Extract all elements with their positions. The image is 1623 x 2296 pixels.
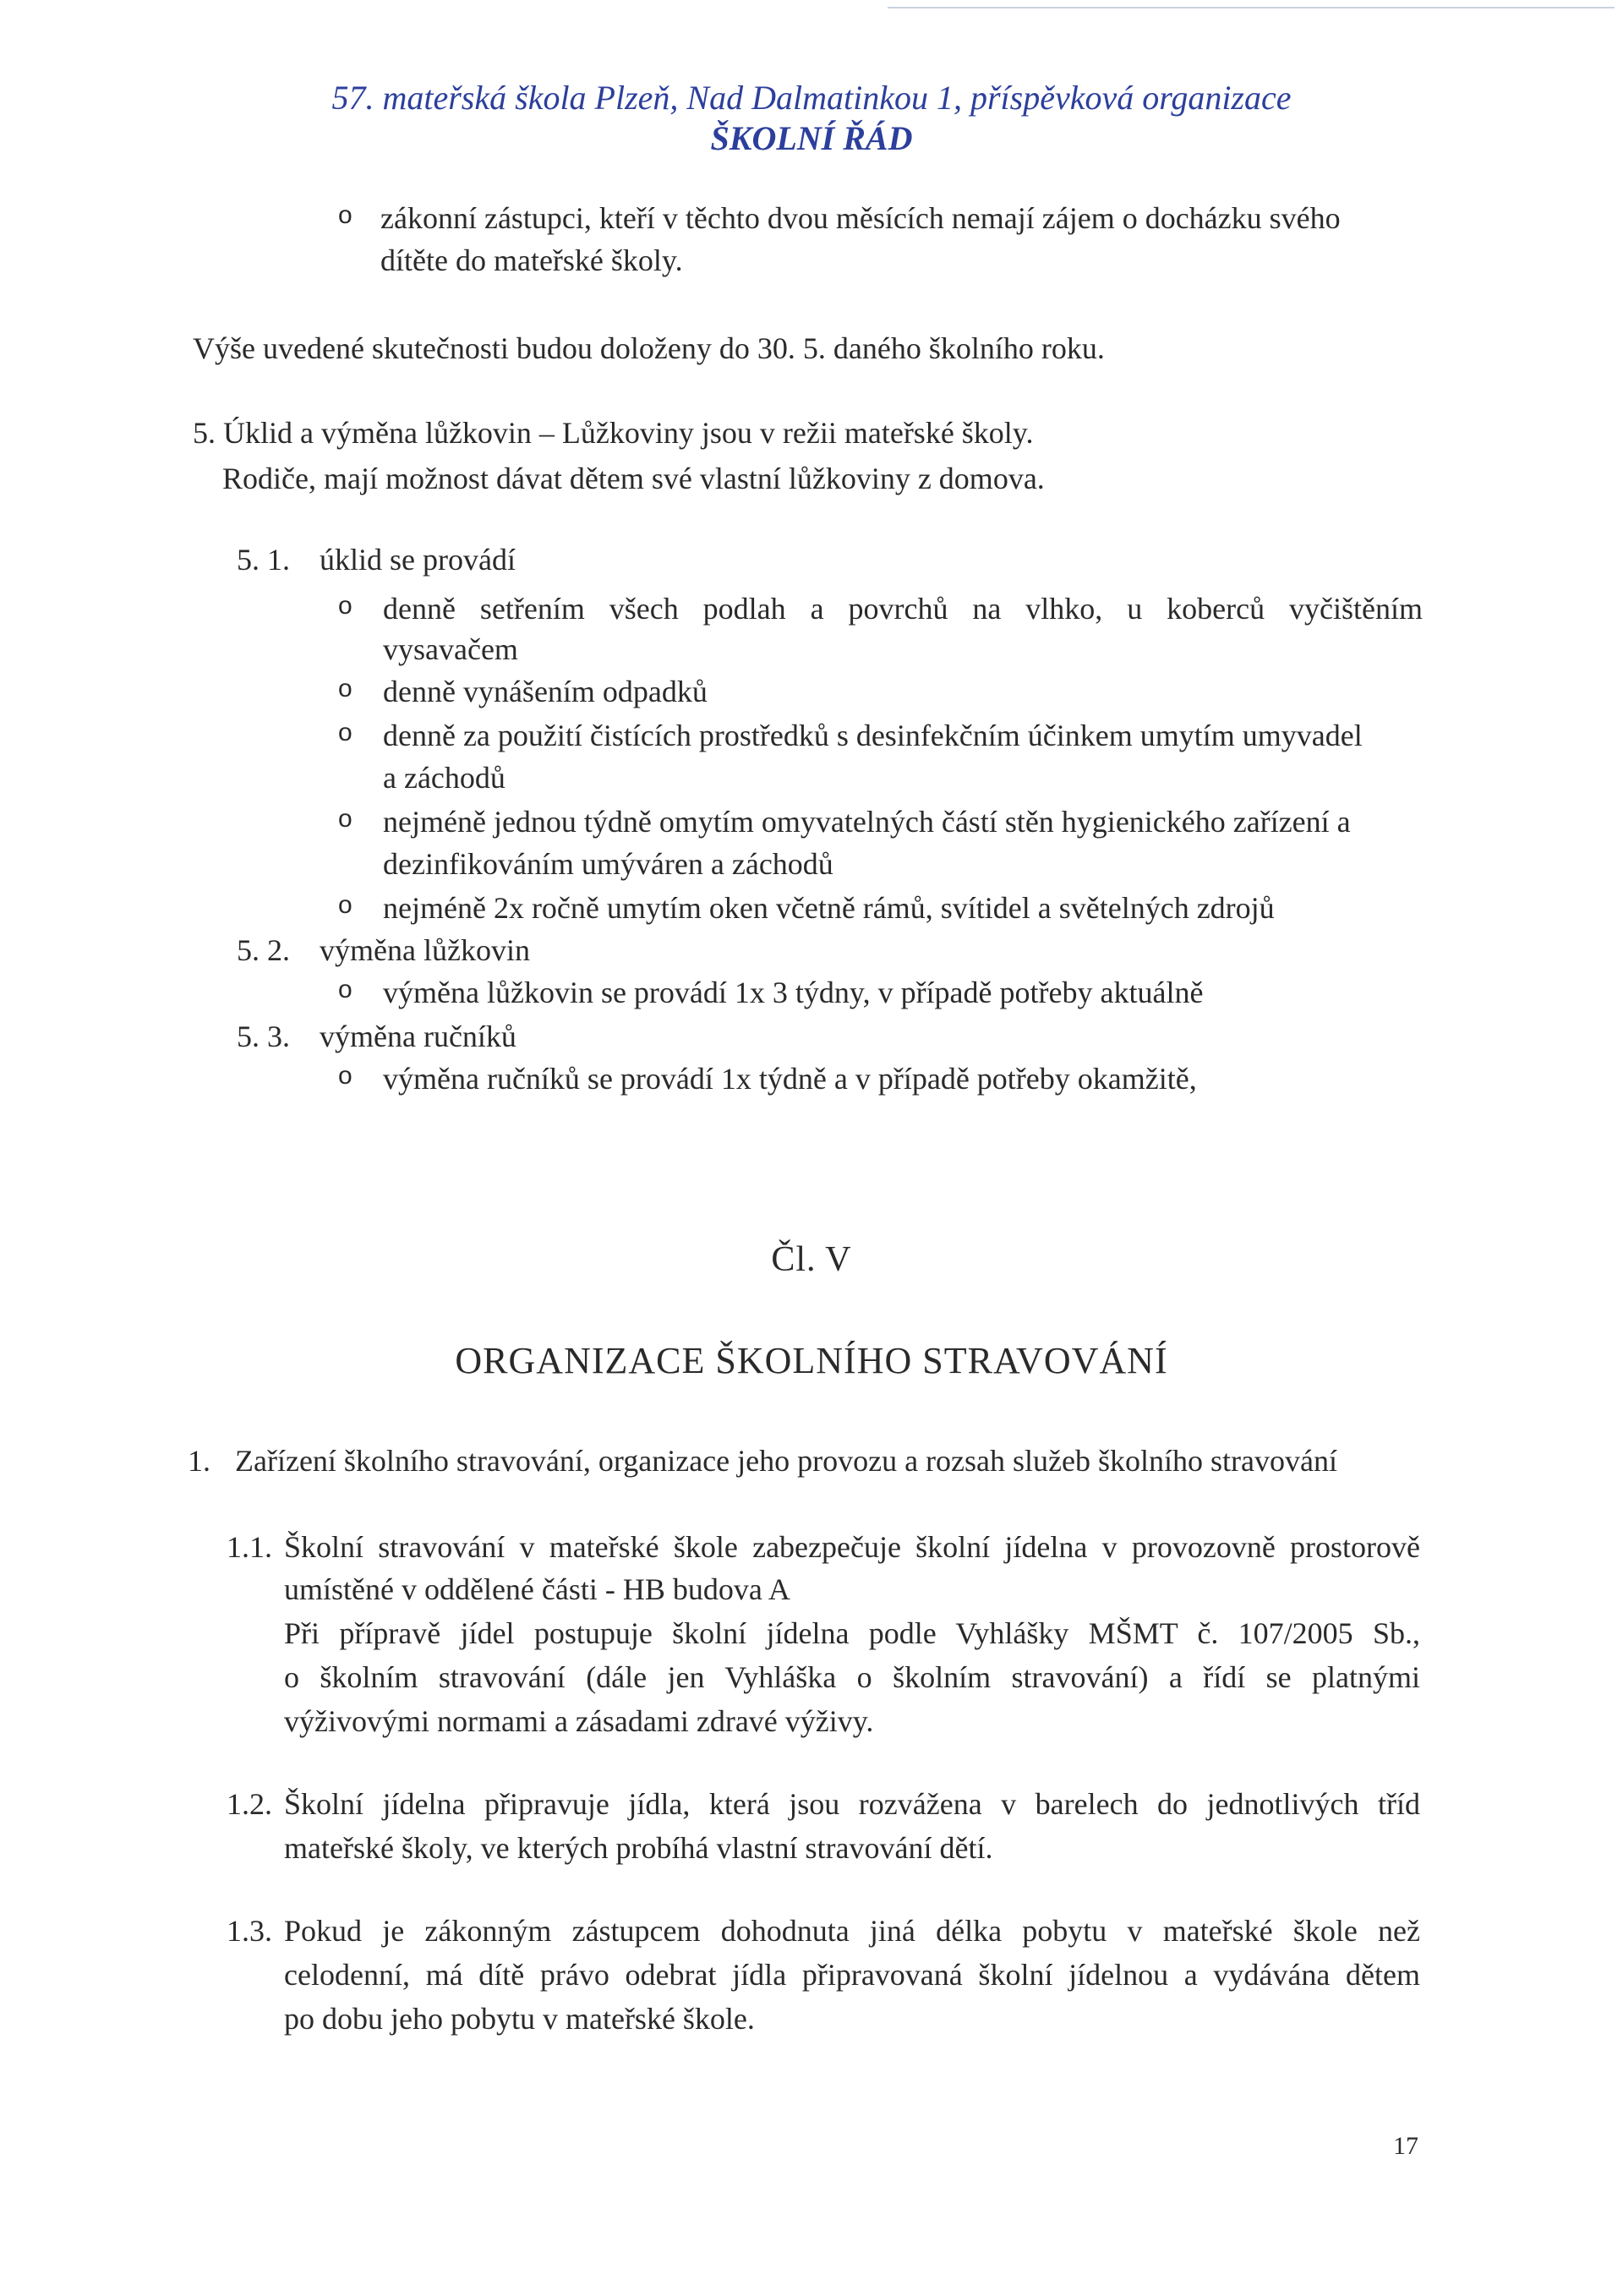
section-5-2-title: výměna lůžkovin [320, 933, 530, 967]
paragraph-line: Pokud je zákonným zástupcem dohodnuta jiná délka pobytu v mateřské škole než [284, 1914, 1420, 1948]
paragraph-line: výživovými normami a zásadami zdravé výživy. [284, 1704, 874, 1738]
section-5-subline: Rodiče, mají možnost dávat dětem své vlastní lůžkoviny z domova. [222, 462, 1045, 495]
bullet-icon: o [338, 976, 352, 1003]
towels-item: výměna ručníků se provádí 1x týdně a v případě potřeby okamžitě, [383, 1062, 1197, 1096]
cleaning-item-line: denně za použití čistících prostředků s desinfekčním účinkem umytím umyvadel [383, 719, 1363, 752]
article-title: ORGANIZACE ŠKOLNÍHO STRAVOVÁNÍ [455, 1340, 1168, 1381]
paragraph-line: mateřské školy, ve kterých probíhá vlastní stravování dětí. [284, 1831, 993, 1865]
intro-bullet-line-1: zákonní zástupci, kteří v těchto dvou měsících nemají zájem o docházku svého [380, 201, 1341, 235]
bullet-icon: o [338, 1062, 352, 1090]
bullet-icon: o [338, 201, 352, 229]
paragraph-line: celodenní, má dítě právo odebrat jídla připravovaná školní jídelnou a vydávána dětem [284, 1958, 1420, 1992]
paragraph-line: umístěné v oddělené části - HB budova A [284, 1572, 790, 1606]
intro-bullet-line-2: dítěte do mateřské školy. [380, 243, 683, 277]
point-1-text: Zařízení školního stravování, organizace jeho provozu a rozsah služeb školního stravování [235, 1444, 1337, 1478]
bedding-item: výměna lůžkovin se provádí 1x 3 týdny, v případě potřeby aktuálně [383, 976, 1204, 1009]
paragraph-line: o školním stravování (dále jen Vyhláška o školním stravování) a řídí se platnými [284, 1660, 1420, 1694]
point-1-2-number: 1.2. [227, 1787, 272, 1821]
section-5-1-number: 5. 1. [237, 543, 290, 577]
section-5-3-title: výměna ručníků [320, 1020, 516, 1053]
bullet-icon: o [338, 891, 352, 919]
point-1-1-number: 1.1. [227, 1530, 272, 1564]
page-number: 17 [1393, 2132, 1418, 2160]
cleaning-item-line: a záchodů [383, 761, 505, 795]
section-5-heading: 5. Úklid a výměna lůžkovin – Lůžkoviny jsou v režii mateřské školy. [193, 416, 1034, 450]
paragraph-line: Školní stravování v mateřské škole zabezpečuje školní jídelna v provozovně prostorově [284, 1530, 1420, 1564]
bullet-icon: o [338, 805, 352, 833]
cleaning-item-line: nejméně 2x ročně umytím oken včetně rámů, svítidel a světelných zdrojů [383, 891, 1275, 925]
cleaning-item-line: denně vynášením odpadků [383, 675, 708, 708]
paragraph-line: Při přípravě jídel postupuje školní jídelna podle Vyhlášky MŠMT č. 107/2005 Sb., [284, 1616, 1420, 1650]
bullet-icon: o [338, 719, 352, 746]
point-1-3-number: 1.3. [227, 1914, 272, 1948]
section-5-2-number: 5. 2. [237, 933, 290, 967]
article-number: Čl. V [771, 1240, 852, 1279]
header-document-title: ŠKOLNÍ ŘÁD [710, 119, 913, 157]
section-5-3-number: 5. 3. [237, 1020, 290, 1053]
cleaning-item-line: nejméně jednou týdně omytím omyvatelných částí stěn hygienického zařízení a [383, 805, 1351, 839]
bullet-icon: o [338, 592, 352, 620]
paragraph-line: Školní jídelna připravuje jídla, která jsou rozvážena v barelech do jednotlivých tříd [284, 1787, 1420, 1821]
scan-top-rule [888, 7, 1615, 8]
bullet-icon: o [338, 675, 352, 702]
cleaning-item-line: denně setřením všech podlah a povrchů na vlhko, u koberců vyčištěním [383, 592, 1423, 626]
intro-statement: Výše uvedené skutečnosti budou doloženy do 30. 5. daného školního roku. [193, 331, 1105, 365]
paragraph-line: po dobu jeho pobytu v mateřské škole. [284, 2002, 755, 2036]
section-5-1-title: úklid se provádí [320, 543, 516, 577]
cleaning-item-line: dezinfikováním umýváren a záchodů [383, 847, 833, 881]
header-school-name: 57. mateřská škola Plzeň, Nad Dalmatinkou 1, příspěvková organizace [331, 79, 1292, 117]
point-1-number: 1. [188, 1444, 210, 1478]
cleaning-item-line: vysavačem [383, 632, 518, 666]
